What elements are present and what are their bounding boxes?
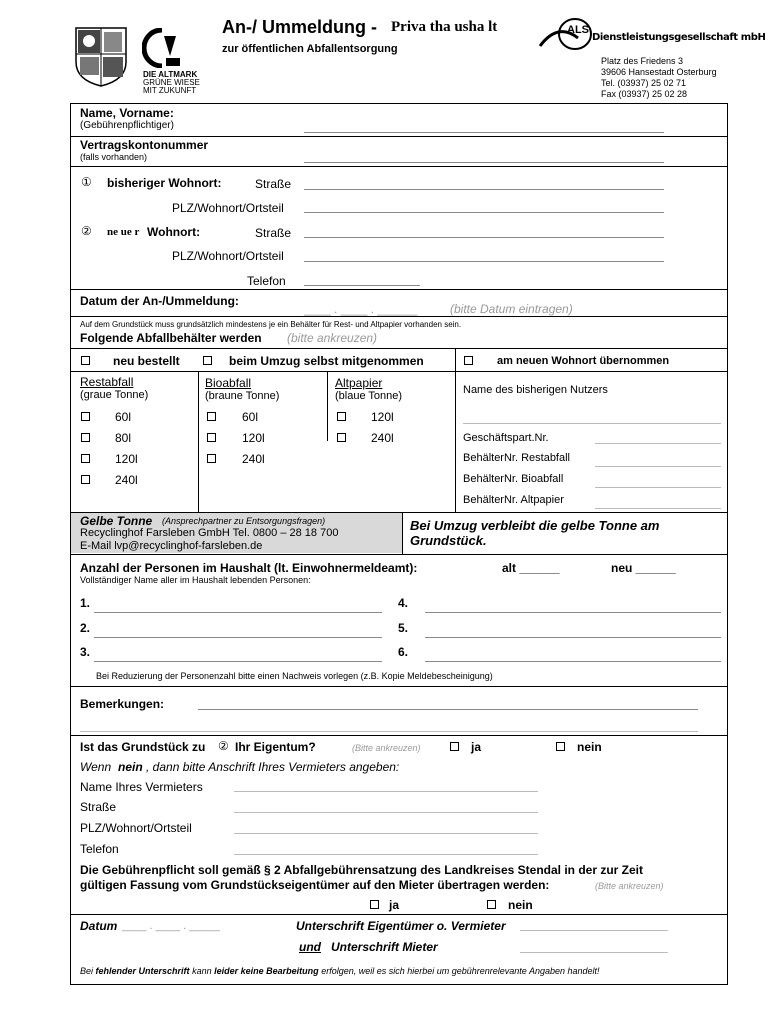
household-neu[interactable]: neu ______	[611, 561, 676, 575]
old-plz-label: PLZ/Wohnort/Ortsteil	[172, 201, 284, 215]
gp-input[interactable]	[595, 443, 721, 444]
rest-title: Restabfall	[80, 375, 134, 389]
altmark-logo-line3: MIT ZUKUNFT	[143, 86, 197, 95]
rest-size-60: 60l	[115, 410, 132, 424]
konto-label: Vertragskontonummer	[80, 138, 209, 152]
owner-question-b: Ihr Eigentum?	[235, 740, 316, 754]
und-label: und	[299, 940, 321, 954]
gelbe-note-a: Bei Umzug verbleibt die gelbe Tonne am	[410, 518, 660, 533]
landlord-phone-input[interactable]	[234, 854, 538, 855]
company-name: Dienstleistungsgesellschaft mbH	[592, 32, 766, 43]
landlord-street-label: Straße	[80, 800, 117, 814]
landlord-street-input[interactable]	[234, 812, 538, 813]
address-line-2: 39606 Hansestadt Osterburg	[601, 67, 717, 77]
gp-label: Geschäftspart.Nr.	[463, 432, 549, 444]
name-label: Name, Vorname:	[80, 106, 174, 120]
bins-heading-hint: (bitte ankreuzen)	[287, 331, 378, 345]
tenant-signature-input[interactable]	[520, 952, 668, 953]
rest-size-240: 240l	[115, 473, 138, 487]
checkbox-take[interactable]	[464, 356, 473, 365]
altmark-logo-line2: GRÜNE WIESE	[143, 78, 200, 87]
nr-bio-label: BehälterNr. Bioabfall	[463, 473, 564, 485]
checkbox-papier-120[interactable]	[337, 412, 346, 421]
checkbox-owner-no[interactable]	[556, 742, 565, 751]
date-input[interactable]: ____ . ____ . ______	[304, 302, 418, 316]
date-label: Datum der An-/Ummeldung:	[80, 294, 239, 308]
sig-date-input[interactable]: ____ . ____ . _____	[122, 920, 220, 932]
als-logo-text: ALS	[567, 24, 589, 36]
als-logo	[538, 16, 594, 57]
landlord-plz-input[interactable]	[234, 833, 538, 834]
new-street-input[interactable]	[304, 237, 664, 238]
gelbe-note-b: Grundstück.	[410, 533, 487, 548]
address-line-4: Fax (03937) 25 02 28	[601, 89, 688, 99]
konto-input[interactable]	[304, 162, 664, 163]
checkbox-rest-80[interactable]	[81, 433, 90, 442]
name-input[interactable]	[304, 132, 664, 133]
transfer-text-1: Die Gebührenpflicht soll gemäß § 2 Abfallgebührensatzung des Landkreises Stendal in der zur Zeit	[80, 863, 643, 877]
bio-size-60: 60l	[242, 410, 259, 424]
phone-input[interactable]	[304, 285, 420, 286]
landlord-phone-label: Telefon	[80, 842, 119, 856]
gelbe-title: Gelbe Tonne	[80, 514, 153, 528]
checkbox-rest-240[interactable]	[81, 475, 90, 484]
owner-question-num: ②	[218, 739, 229, 753]
person-1-input[interactable]	[94, 612, 382, 613]
owner-signature-input[interactable]	[520, 930, 668, 931]
household-label: Anzahl der Personen im Haushalt (lt. Einwohnermeldeamt):	[80, 561, 418, 575]
checkbox-bio-120[interactable]	[207, 433, 216, 442]
old-address-label: bisheriger Wohnort:	[107, 176, 222, 190]
footer-note-4: leider keine Bearbeitung	[214, 966, 319, 976]
opt-take-label: am neuen Wohnort übernommen	[497, 355, 670, 367]
checkbox-owner-yes[interactable]	[450, 742, 459, 751]
checkbox-papier-240[interactable]	[337, 433, 346, 442]
rest-sub: (graue Tonne)	[80, 389, 149, 401]
papier-sub: (blaue Tonne)	[335, 390, 403, 402]
bio-size-240: 240l	[242, 452, 265, 466]
bio-size-120: 120l	[242, 431, 265, 445]
landlord-plz-label: PLZ/Wohnort/Ortsteil	[80, 821, 192, 835]
person-num-4: 4.	[398, 596, 409, 610]
landlord-label: Name Ihres Vermieters	[80, 780, 203, 794]
checkbox-bio-240[interactable]	[207, 454, 216, 463]
sig-date-label: Datum	[80, 919, 118, 933]
footer-note-3: kann	[192, 966, 212, 976]
footer-note-1: Bei	[80, 966, 94, 976]
old-plz-input[interactable]	[304, 212, 664, 213]
transfer-yes-label: ja	[389, 898, 400, 912]
new-address-label-b: Wohnort:	[147, 225, 201, 239]
prev-user-label: Name des bisherigen Nutzers	[463, 384, 608, 396]
nr-bio-input[interactable]	[595, 487, 721, 488]
owner-signature-label: Unterschrift Eigentümer o. Vermieter	[296, 919, 506, 933]
nr-rest-label: BehälterNr. Restabfall	[463, 452, 570, 464]
person-num-5: 5.	[398, 621, 409, 635]
household-sub: Vollständiger Name aller im Haushalt lebenden Personen:	[80, 575, 311, 585]
person-num-3: 3.	[80, 645, 91, 659]
date-hint: (bitte Datum eintragen)	[450, 302, 573, 316]
footer-note	[80, 966, 600, 976]
person-2-input[interactable]	[94, 637, 382, 638]
if-not-c: , dann bitte Anschrift Ihres Vermieters angeben:	[146, 760, 400, 774]
remarks-input-2[interactable]	[80, 731, 698, 732]
checkbox-transfer-no[interactable]	[487, 900, 496, 909]
konto-sub: (falls vorhanden)	[80, 152, 148, 162]
old-address-number: ①	[81, 175, 92, 189]
coat-of-arms	[74, 26, 128, 93]
if-not-b: nein	[118, 760, 143, 774]
checkbox-transfer-yes[interactable]	[370, 900, 379, 909]
gelbe-line1: Recyclinghof Farsleben GmbH Tel. 0800 – 28 18 700	[80, 527, 339, 539]
prev-user-input[interactable]	[463, 423, 721, 424]
owner-hint: (Bitte ankreuzen)	[352, 743, 421, 753]
old-street-input[interactable]	[304, 189, 664, 190]
bio-title: Bioabfall	[205, 376, 252, 390]
address-line-3: Tel. (03937) 25 02 71	[601, 78, 687, 88]
transfer-hint: (Bitte ankreuzen)	[595, 881, 664, 891]
if-not-a: Wenn	[80, 760, 112, 774]
person-num-2: 2.	[80, 621, 91, 635]
checkbox-rest-60[interactable]	[81, 412, 90, 421]
bins-heading: Folgende Abfallbehälter werden	[80, 331, 262, 345]
owner-question-a: Ist das Grundstück zu	[80, 740, 206, 754]
transfer-no-label: nein	[508, 898, 533, 912]
household-alt[interactable]: alt ______	[502, 561, 560, 575]
owner-no-label: nein	[577, 740, 602, 754]
phone-label: Telefon	[247, 274, 286, 288]
footer-note-2: fehlender Unterschrift	[95, 966, 190, 976]
address-line-1: Platz des Friedens 3	[601, 56, 684, 66]
altmark-logo	[142, 28, 182, 73]
papier-size-120: 120l	[371, 410, 394, 424]
checkbox-new[interactable]	[81, 356, 90, 365]
tenant-signature-label: Unterschrift Mieter	[331, 940, 438, 954]
bio-sub: (braune Tonne)	[205, 390, 280, 402]
gelbe-title-sub: (Ansprechpartner zu Entsorgungsfragen)	[162, 516, 326, 526]
new-address-number: ②	[81, 224, 92, 238]
opt-move-label: beim Umzug selbst mitgenommen	[229, 354, 424, 368]
new-plz-label: PLZ/Wohnort/Ortsteil	[172, 249, 284, 263]
rest-size-80: 80l	[115, 431, 132, 445]
landlord-input[interactable]	[234, 791, 538, 792]
bins-note: Auf dem Grundstück muss grundsätzlich mindestens je ein Behälter für Rest- und Altpapier vorhanden sein.	[80, 320, 462, 329]
old-street-label: Straße	[255, 177, 292, 191]
checkbox-rest-120[interactable]	[81, 454, 90, 463]
checkbox-move[interactable]	[203, 356, 212, 365]
new-plz-input[interactable]	[304, 261, 664, 262]
transfer-text-2: gültigen Fassung vom Grundstückseigentümer auf den Mieter übertragen werden:	[80, 878, 550, 892]
papier-size-240: 240l	[371, 431, 394, 445]
footer-note-5: erfolgen, weil es sich hierbei um gebührenrelevante Angaben handelt!	[321, 966, 600, 976]
name-sub: (Gebührenpflichtiger)	[80, 120, 174, 131]
person-num-1: 1.	[80, 596, 91, 610]
papier-title: Altpapier	[335, 376, 383, 390]
nr-rest-input[interactable]	[595, 466, 721, 467]
nr-papier-label: BehälterNr. Altpapier	[463, 494, 564, 506]
remarks-label: Bemerkungen:	[80, 697, 165, 711]
person-4-input[interactable]	[425, 612, 721, 613]
opt-new-label: neu bestellt	[113, 354, 180, 368]
checkbox-bio-60[interactable]	[207, 412, 216, 421]
person-5-input[interactable]	[425, 637, 721, 638]
rest-size-120: 120l	[115, 452, 138, 466]
form-title: An-/ Ummeldung -	[222, 17, 377, 37]
form-subtitle: zur öffentlichen Abfallentsorgung	[222, 43, 398, 55]
nr-papier-input[interactable]	[595, 508, 721, 509]
person-num-6: 6.	[398, 645, 409, 659]
remarks-input-1[interactable]	[198, 709, 698, 710]
new-address-label-a: ne ue r	[107, 226, 140, 238]
person-6-input[interactable]	[425, 661, 721, 662]
gelbe-line2: E-Mail lvp@recyclinghof-farsleben.de	[80, 540, 263, 552]
form-title-right: Priva tha usha lt	[391, 19, 498, 35]
altmark-logo-line1: DIE ALTMARK	[143, 70, 198, 79]
person-3-input[interactable]	[94, 661, 382, 662]
owner-yes-label: ja	[471, 740, 482, 754]
household-note: Bei Reduzierung der Personenzahl bitte einen Nachweis vorlegen (z.B. Kopie Meldebescheinigung)	[96, 671, 493, 681]
new-street-label: Straße	[255, 226, 292, 240]
